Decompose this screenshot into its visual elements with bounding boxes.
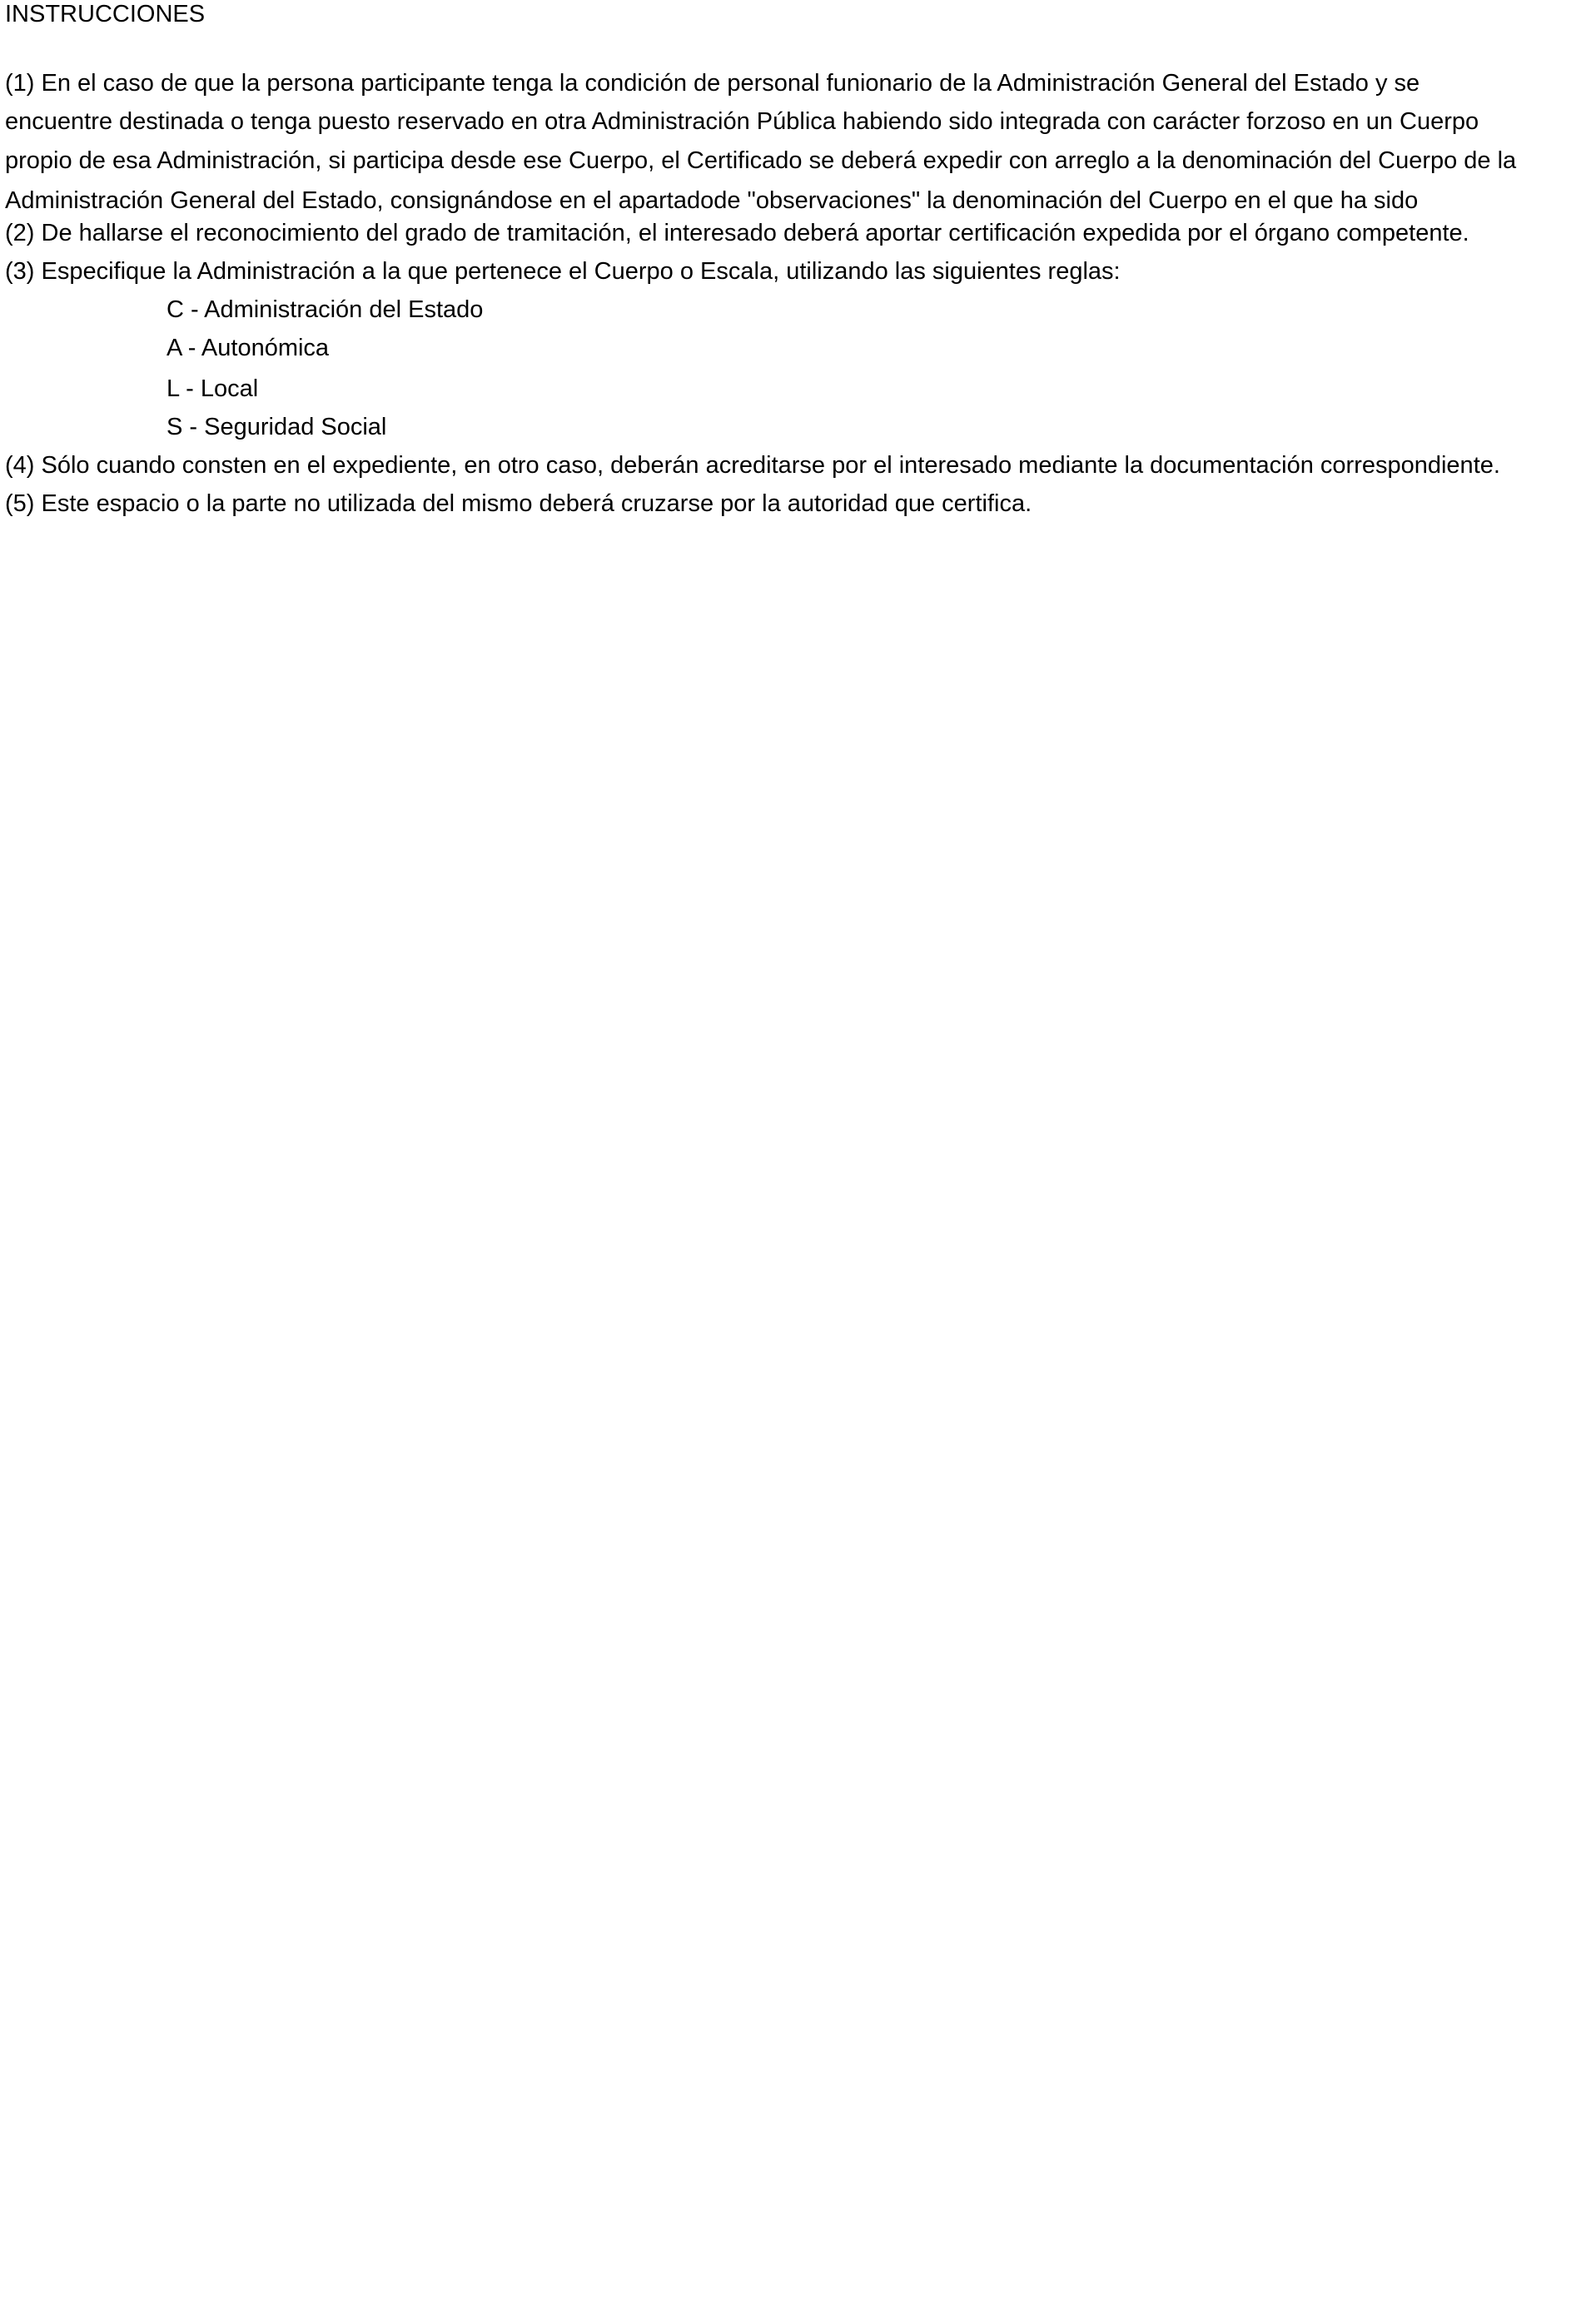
rule-a: A - Autonómica xyxy=(167,335,330,361)
rule-c: C - Administración del Estado xyxy=(167,296,484,323)
rule-l: L - Local xyxy=(167,375,259,402)
note-3: (3) Especifique la Administración a la que pertenece el Cuerpo o Escala, utilizando las siguientes reglas: xyxy=(5,258,1121,285)
note-1-line-1: (1) En el caso de que la persona participante tenga la condición de personal funionario de la Administración General del Estado y se xyxy=(5,70,1420,97)
note-1-line-2: encuentre destinada o tenga puesto reservado en otra Administración Pública habiendo sido integrada con carácter forzoso en un Cuerpo xyxy=(5,108,1479,135)
note-4: (4) Sólo cuando consten en el expediente, en otro caso, deberán acreditarse por el interesado mediante la documentación correspondiente. xyxy=(5,452,1500,479)
note-1-line-4: Administración General del Estado, consignándose en el apartadode "observaciones" la denominación del Cuerpo en el que ha sido xyxy=(5,187,1419,214)
note-1-line-3: propio de esa Administración, si participa desde ese Cuerpo, el Certificado se deberá expedir con arreglo a la denominación del Cuerpo de la xyxy=(5,147,1517,174)
note-5: (5) Este espacio o la parte no utilizada del mismo deberá cruzarse por la autoridad que certifica. xyxy=(5,490,1032,517)
note-2: (2) De hallarse el reconocimiento del grado de tramitación, el interesado deberá aportar certificación expedida por el órgano competente. xyxy=(5,220,1469,246)
heading-instrucciones: INSTRUCCIONES xyxy=(5,1,206,27)
rule-s: S - Seguridad Social xyxy=(167,414,387,440)
